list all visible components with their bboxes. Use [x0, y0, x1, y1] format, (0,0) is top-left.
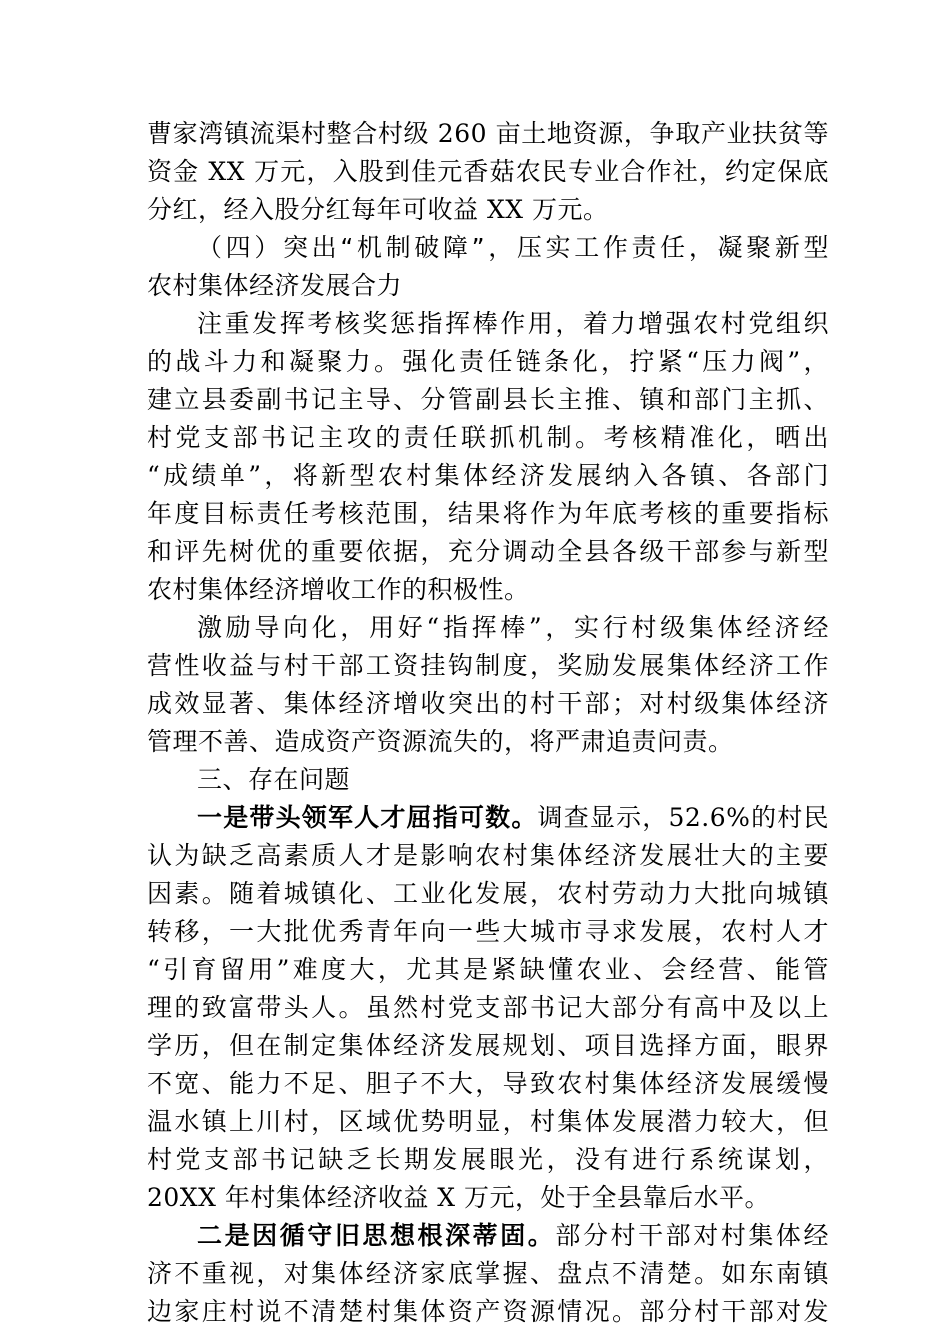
text-line: 成效显著、集体经济增收突出的村干部；对村级集体经济 — [147, 689, 829, 718]
text-line: 和评先树优的重要依据，充分调动全县各级干部参与新型 — [147, 537, 829, 566]
text-line: 不宽、能力不足、胆子不大，导致农村集体经济发展缓慢 — [147, 1069, 829, 1098]
text-run: 调查显示，52.6%的村民 — [537, 803, 829, 832]
text-line: 农村集体经济增收工作的积极性。 — [147, 575, 530, 604]
paragraph-problem-2 — [147, 1217, 829, 1331]
document-body — [147, 115, 829, 1331]
paragraph-land-resources — [147, 115, 829, 229]
text-line: 村党支部书记主攻的责任联抓机制。考核精准化，晒出 — [147, 423, 829, 452]
text-line: 认为缺乏高素质人才是影响农村集体经济发展壮大的主要 — [147, 841, 829, 870]
paragraph-assessment — [147, 305, 829, 609]
text-line: 20XX 年村集体经济收益 X 万元，处于全县靠后水平。 — [147, 1183, 771, 1212]
text-line — [147, 1217, 829, 1255]
section-heading-3 — [147, 761, 829, 799]
text-line: 村党支部书记缺乏长期发展眼光，没有进行系统谋划， — [147, 1145, 829, 1174]
text-line: 温水镇上川村，区域优势明显，村集体发展潜力较大，但 — [147, 1107, 829, 1136]
section-heading-4 — [147, 229, 829, 305]
text-line: 资金 XX 万元，入股到佳元香菇农民专业合作社，约定保底 — [147, 157, 829, 186]
text-line: 激励导向化，用好“指挥棒”，实行村级集体经济经 — [197, 613, 829, 642]
problem-lead: 二是因循守旧思想根深蒂固。 — [197, 1221, 556, 1250]
text-line: 注重发挥考核奖惩指挥棒作用，着力增强农村党组织 — [197, 309, 829, 338]
text-line: “引育留用”难度大，尤其是紧缺懂农业、会经营、能管 — [147, 955, 829, 984]
text-line: 年度目标责任考核范围，结果将作为年底考核的重要指标 — [147, 499, 829, 528]
text-line: 学历，但在制定集体经济发展规划、项目选择方面，眼界 — [147, 1031, 829, 1060]
text-line: 因素。随着城镇化、工业化发展，农村劳动力大批向城镇 — [147, 879, 829, 908]
text-line: 理的致富带头人。虽然村党支部书记大部分有高中及以上 — [147, 993, 829, 1022]
text-run: 部分村干部对村集体经 — [555, 1221, 829, 1250]
text-line: 营性收益与村干部工资挂钩制度，奖励发展集体经济工作 — [147, 651, 829, 680]
text-line — [147, 799, 829, 837]
text-line: 建立县委副书记主导、分管副县长主推、镇和部门主抓、 — [147, 385, 829, 414]
text-line: 的战斗力和凝聚力。强化责任链条化，拧紧“压力阀”， — [147, 347, 829, 376]
paragraph-incentives — [147, 609, 829, 761]
text-line: 曹家湾镇流渠村整合村级 260 亩土地资源，争取产业扶贫等 — [147, 119, 829, 148]
text-line: “成绩单”，将新型农村集体经济发展纳入各镇、各部门 — [147, 461, 829, 490]
text-line: 分红，经入股分红每年可收益 XX 万元。 — [147, 195, 609, 224]
paragraph-problem-1 — [147, 799, 829, 1217]
text-line: 济不重视，对集体经济家底掌握、盘点不清楚。如东南镇 — [147, 1259, 829, 1288]
section-title: 三、存在问题 — [197, 765, 351, 794]
problem-lead: 一是带头领军人才屈指可数。 — [197, 803, 538, 832]
heading-line: （四）突出“机制破障”，压实工作责任，凝聚新型 — [197, 233, 829, 262]
heading-line: 农村集体经济发展合力 — [147, 271, 403, 300]
text-line: 转移，一大批优秀青年向一些大城市寻求发展，农村人才 — [147, 917, 829, 946]
text-line: 边家庄村说不清楚村集体资产资源情况。部分村干部对发 — [147, 1297, 829, 1326]
text-line: 管理不善、造成资产资源流失的，将严肃追责问责。 — [147, 727, 734, 756]
